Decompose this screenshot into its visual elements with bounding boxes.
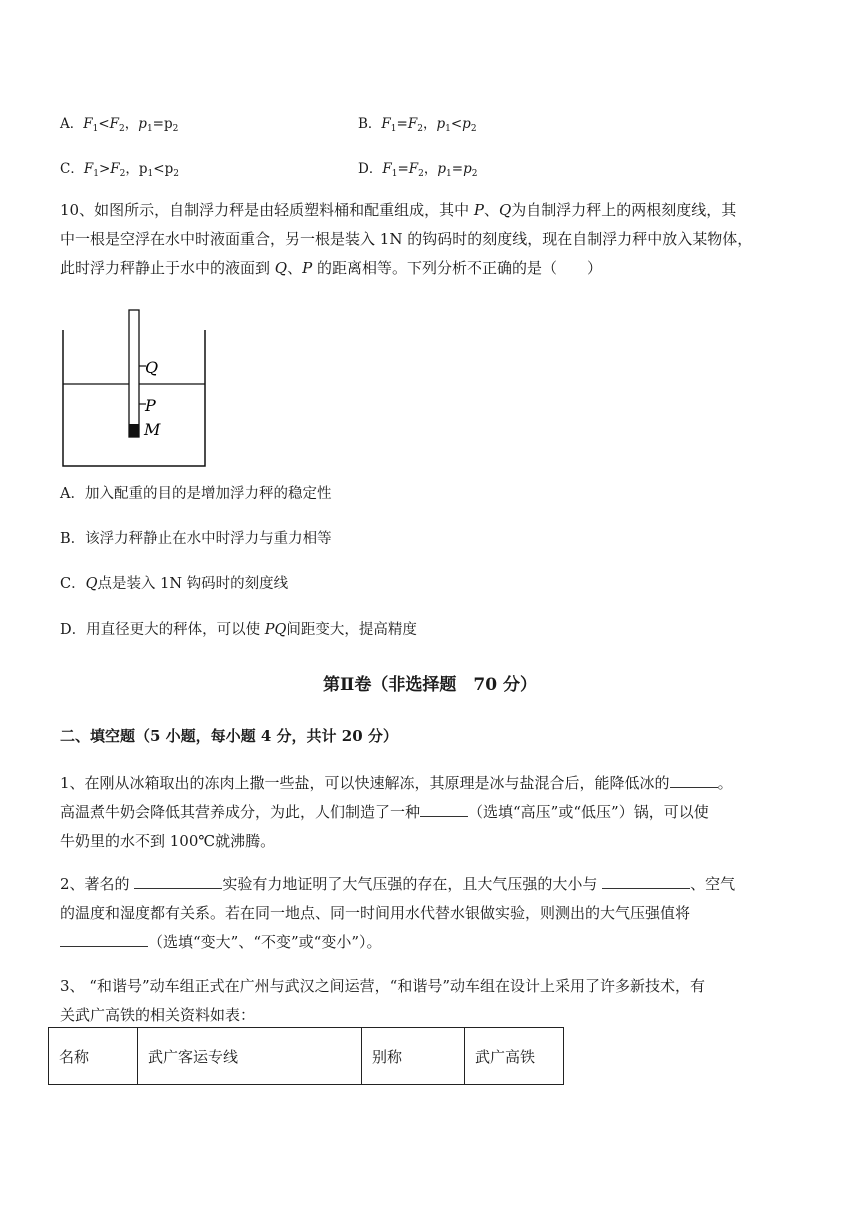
counterweight-block (129, 424, 139, 437)
table-row (49, 1028, 564, 1085)
railway-info-table (48, 1027, 564, 1085)
scale-tube (129, 310, 139, 437)
q9-option-a: A．$F_1<F_2$，$p_1=p_2$ (60, 116, 179, 134)
label-q: Q (145, 358, 159, 377)
answer-blank[interactable] (134, 874, 222, 889)
answer-blank[interactable] (602, 874, 690, 889)
q9-option-c: C．$F_1>F_2$，$p_1<p_2$ (60, 161, 179, 179)
q9-option-d: D．$F_1=F_2$，$p_1=p_2$ (358, 161, 478, 179)
part2-title: 第Ⅱ卷（非选择题 70 分） (323, 675, 537, 695)
q10-option-b: B．该浮力秤静止在水中时浮力与重力相等 (60, 531, 332, 547)
fill-question-1: 1、在刚从冰箱取出的冻肉上撒一些盐，可以快速解冻，其原理是冰与盐混合后，能降低冰的 。 高温煮牛奶会降低其营养成分，为此，人们制造了一种 （选填“高压”或“低压”）锅，可以使 牛奶里的水不到 100℃就沸腾。 (60, 774, 733, 850)
q10-option-a: A．加入配重的目的是增加浮力秤的稳定性 (60, 486, 332, 502)
fill-question-2: 2、著名的 实验有力地证明了大气压强的存在，且大气压强的大小与 、空气 的温度和湿度都有关系。若在同一地点、同一时间用水代替水银做实验，则测出的大气压强值将 （选填“变大”、“不变”或“变小”）。 (60, 875, 736, 951)
fill-question-3: 3、 “和谐号”动车组正式在广州与武汉之间运营，“和谐号”动车组在设计上采用了许多新技术，有 关武广高铁的相关资料如表： (60, 977, 705, 1024)
table-cell: 武广高铁 (465, 1028, 564, 1085)
label-m: M (144, 420, 161, 439)
q10-option-d: D．用直径更大的秤体，可以使 PQ间距变大，提高精度 (60, 622, 417, 638)
table-cell: 武广客运专线 (138, 1028, 362, 1085)
answer-blank[interactable] (420, 802, 468, 817)
table-cell: 名称 (49, 1028, 138, 1085)
label-p: P (145, 396, 156, 415)
q9-option-b: B．$F_1=F_2$，$p_1<p_2$ (358, 116, 477, 134)
q10-option-c: C．Q点是装入 1N 钩码时的刻度线 (60, 576, 289, 592)
section-heading: 二、填空题（5 小题，每小题 4 分，共计 20 分） (60, 727, 398, 745)
float-scale-figure (55, 302, 225, 474)
answer-blank[interactable] (670, 773, 718, 788)
q10-stem: 10、如图所示，自制浮力秤是由轻质塑料桶和配重组成，其中 P、Q为自制浮力秤上的两根刻度线，其 中一根是空浮在水中时液面重合，另一根是装入 1N 的钩码时的刻度线，现在自制浮力秤中放入某物体， 此时浮力秤静止于水中的液面到 Q、P 的距离相等。下列分析不正确的是（ ） (60, 201, 753, 277)
table-cell: 别称 (362, 1028, 465, 1085)
answer-blank[interactable] (60, 932, 148, 947)
